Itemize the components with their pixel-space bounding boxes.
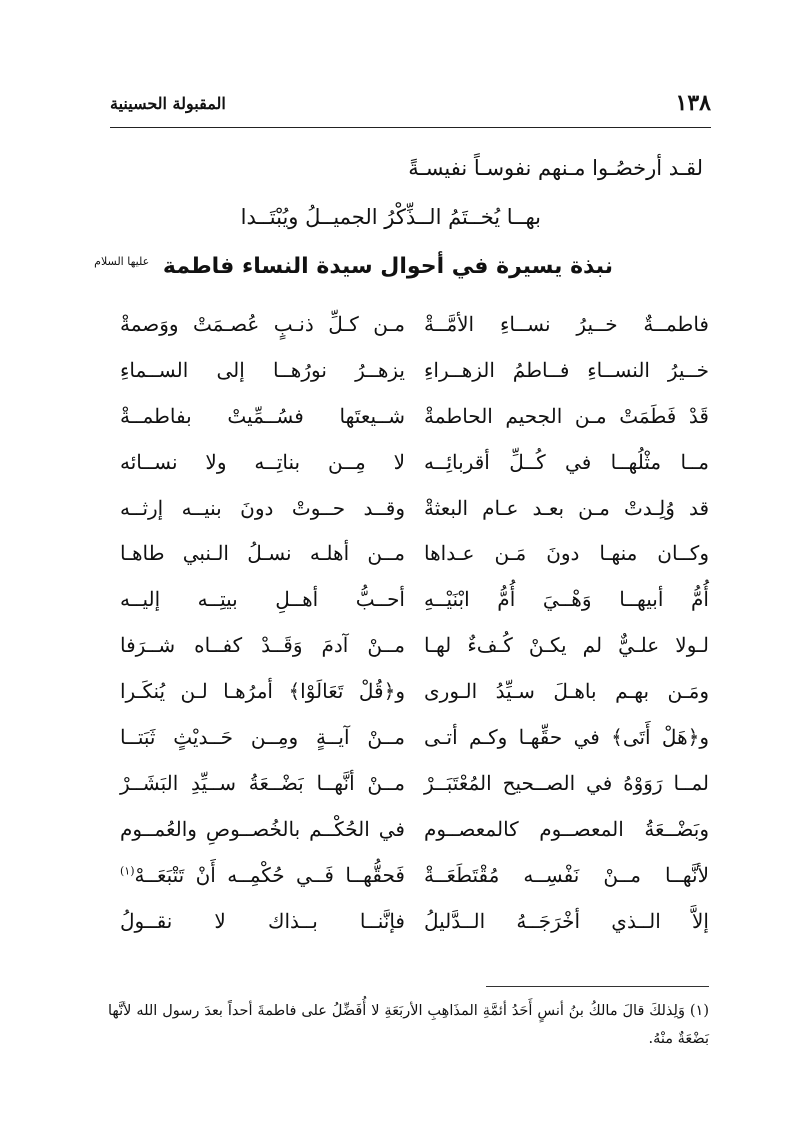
verse-second-half: مـن كـلِّ ذنـبٍ عُصـمَتْ ووَصمةْ	[120, 312, 405, 336]
verse-second-half: مــنْ أنَّهــا بَضْــعَةُ ســيِّدِ البَشَــرْ	[120, 770, 405, 795]
verse-row	[120, 494, 709, 540]
verse-first-half: قد وُلِـدتْ مـن بعـد عـام البعثةْ	[424, 495, 709, 520]
verse-first-half: ومَـن بهـم باهـلَ سـيِّدُ الـورى	[424, 679, 709, 704]
verse-second-half: شــيعتَها فسُــمِّيتْ بفاطمــةْ	[120, 403, 405, 428]
verse-second-half: في الحُكْــم بالخُصــوصِ والعُمــوم	[120, 816, 405, 841]
verse-first-half: لـولا علـيٌّ لم يكـنْ كُـفءٌ لهـا	[424, 633, 709, 658]
verse-first-half: لمــا رَوَوْهُ في الصــحيح المُعْتَبَــرْ	[424, 770, 709, 795]
page-number: ١٣٨	[675, 90, 711, 116]
intro-verse-line-2: بهــا يُخــتَمُ الــذِّكْرُ الجميــلُ ويُبْتَــدا	[240, 205, 541, 229]
verse-first-half: فاطمــةٌ خــيرُ نســاءِ الأمَّــةْ	[424, 312, 709, 336]
verse-row	[120, 585, 709, 631]
verse-row	[120, 356, 709, 402]
verse-first-half: وبَضْــعَةُ المعصــوم كالمعصــوم	[424, 816, 709, 841]
footnote-divider	[486, 986, 709, 987]
verse-second-half: فإنَّنــا بــذاك لا نقــولُ	[120, 908, 405, 933]
verse-row	[120, 631, 709, 677]
verse-second-half: يزهــرُ نورُهــا إلى الســماءِ	[120, 357, 405, 382]
verse-row	[120, 677, 709, 723]
intro-verse-line-1: لقـد أرخصُـوا مـنهم نفوسـاً نفيسـةً	[408, 156, 703, 180]
verse-second-half: مــنْ آيــةٍ ومِــن حَــديْثٍ ثَبَتــا	[120, 725, 405, 750]
verse-second-half: و﴿قُلْ تَعَالَوْا﴾ أمرُهـا لـن يُنكَـرا	[120, 679, 405, 704]
section-title-text: نبذة يسيرة في أحوال سيدة النساء فاطمة	[162, 254, 613, 279]
verse-first-half: إلاَّ الــذي أخْرَجَــهُ الــدَّليلُ	[424, 908, 709, 933]
verse-second-half-text: فَحقُّهــا فَــي حُكْمِــه أَنْ تَتْبَعَــهْ	[134, 862, 405, 887]
verse-second-half: لا مِــن بناتِــه ولا نســائه	[120, 449, 405, 474]
verse-row	[120, 769, 709, 815]
verse-row	[120, 907, 709, 953]
verse-second-half: مــنْ آدمَ وَقَــدْ كفــاه شــرَفا	[120, 633, 405, 658]
verse-first-half: لأنَّهــا مــنْ نَفْسِــه مُقْتَطَعَــةْ	[424, 862, 709, 887]
footnote-marker: (١)	[120, 864, 135, 878]
verse-row	[120, 815, 709, 861]
honorific-mark: عليها السلام	[94, 254, 150, 268]
running-title: المقبولة الحسينية	[110, 94, 226, 113]
verse-second-half: مــن أهلـه نسـلُ الـنبي طاهـا	[120, 541, 405, 566]
header-divider	[110, 127, 711, 128]
verse-first-half: وكــان منهـا دونَ مَـن عـداها	[424, 541, 709, 566]
page-header	[110, 86, 711, 120]
section-title	[94, 254, 613, 279]
verse-row	[120, 402, 709, 448]
verse-row	[120, 539, 709, 585]
verse-first-half: أُمُّ أبيهــا وَهْــيَ أُمُّ ابْنَيْــهِ	[424, 587, 709, 612]
verse-first-half: و﴿هَلْ أَتَى﴾ في حقِّهـا وكـم أتـى	[424, 725, 709, 750]
verse-first-half: خــيرُ النســاءِ فــاطمُ الزهــراءِ	[424, 357, 709, 382]
verse-row	[120, 723, 709, 769]
verse-second-half: أحــبُّ أهــلِ بيتِــه إليــه	[120, 587, 405, 612]
verse-row	[120, 310, 709, 356]
verse-first-half: قَدْ فَطَمَتْ مـن الجحيم الحاطمةْ	[424, 403, 709, 428]
poem-verses	[120, 310, 709, 952]
verse-second-half: وقــد حــوتْ دونَ بنيــه إرثــه	[120, 495, 405, 520]
verse-first-half: مــا مثْلُهــا في كُــلِّ أقربائِــه	[424, 449, 709, 474]
verse-row	[120, 448, 709, 494]
footnote: (١) وَلِذلكَ قالَ مالكُ بنُ أنسٍ أَحَدُ أئمَّةِ المذَاهِبِ الأربَعَةِ لا أُفَضِّلُ على فاطمةَ أحداً بعدَ رسول الله لأنَّها بَضْعَةٌ منْهُ.	[108, 1003, 709, 1047]
verse-second-half	[120, 863, 405, 887]
verse-row	[120, 861, 709, 907]
